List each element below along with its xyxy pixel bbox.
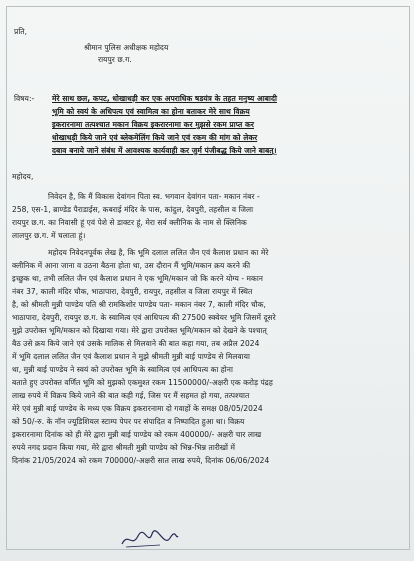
body-line: इकरारनामा दिनांक को ही मेरे द्वारा मुन्नी बाई पाण्डेय को रकम 400000/- अक्षरी चार लाख — [12, 430, 262, 439]
body-line: रायपुर छ.ग. का निवासी हूं एवं पेशे से डाक्टर हूं, मेरा सर्व क्लीनिक के नाम से क्लिनिक — [12, 218, 247, 227]
subject-line: भूमि को स्वयं के अधिपत्य एवं स्वामित्व का होना बताकर मेरे साथ विक्रय — [52, 107, 250, 116]
addressee-city: रायपुर छ.ग. — [98, 55, 132, 64]
body-line: क्लीनिक में आना जाना व उठना बैठना होता था, उस दौरान मैं भूमि/मकान क्रय करने की — [12, 261, 251, 270]
subject-line: धोखाधड़ी किये जाने एवं ब्लेकमेलिंग किये जाने एवं रकम की मांग को लेकर — [52, 133, 258, 142]
subject-label: विषय:- — [14, 94, 35, 103]
body-line: लालपुर छ.ग. में चलाता हूं। — [12, 231, 86, 240]
body-line: महोदय निवेदनपूर्वक लेख है, कि भूमि दलाल ललित जैन एवं कैलाश प्रधान का मेरे — [48, 248, 269, 257]
body-line: है, को श्रीमती मुन्नी पाण्डेय पति श्री रामकिशोर पाण्डेय पता- मकान नंबर 7, काली मंदिर चौक, — [12, 300, 266, 309]
body-line: 258, एस-1, ब्राण्डेड पैराडाईस, कबराई मंदिर के पास, कांदुल, देवपुरी, तहसील व जिला — [12, 205, 254, 214]
body-line: को 50/-रु. के नॉन ज्यूडिशियल स्टाम्प पेपर पर संपादित व निष्पादित हुआ था। विक्रय — [12, 417, 245, 426]
body-line: में भूमि दलाल ललित जैन एवं कैलाश प्रधान ने मुझे श्रीमती मुन्नी बाई पाण्डेय से मिलवाया — [12, 352, 250, 361]
body-line: दिनांक 21/05/2024 को रकम 700000/-अक्षरी सात लाख रुपये, दिनांक 06/06/2024 — [12, 456, 270, 465]
body-line: नंबर 37, काली मंदिर चौक, भाठापारा, देवपुरी, रायपुर, तहसील व जिला रायपुर में स्थित — [12, 287, 253, 296]
body-line: लाख रुपये में विक्रय किये जाने की बात कही गई, जिस पर मैं सहमत हो गया, तत्पश्चात — [12, 391, 250, 400]
body-line: निवेदन है, कि मैं विकास देवांगन पिता स्व. भगवान देवांगन पता- मकान नंबर - — [48, 192, 260, 201]
body-line: था, मुन्नी बाई पाण्डेय ने स्वयं को उपरोक्त भूमि के स्वामित्व एवं आधिपत्य का होना — [12, 365, 233, 374]
body-line: इच्छुक था, तभी ललित जैन एवं कैलाश प्रधान ने एक भूमि/मकान जो कि करने योग्य - मकान — [12, 274, 264, 283]
signature-scribble — [120, 528, 180, 550]
subject-line: मेरे साथ छल, कपट, धोखाधड़ी कर एक अपराधिक षडयंत्र के तहत मनुष्य आबादी — [52, 94, 277, 103]
body-line: बैठ उसे क्रय किये जाने एवं उसके मालिक से मिलवाने की बात कहा गया, तब अप्रैल 2024 — [12, 339, 260, 348]
body-line: रुपये नगद प्रदान किया गया, मेरे द्वारा श्रीमती मुन्नी पाण्डेय को भिन्न-भिन्न तारीखों में — [12, 443, 235, 452]
subject-line: दबाव बनाये जाने संबंध में आवश्यक कार्यवाही कर जुर्म पंजीबद्ध किये जाने बाबत्। — [52, 146, 277, 155]
body-line: मुझे उपरोक्त भूमि/मकान को दिखाया गया। मेरे द्वारा उपरोक्त भूमि/मकान को देखने के पश्चात् — [12, 326, 267, 335]
salutation: महोदय, — [12, 172, 34, 181]
subject-line: इकरारनामा तत्पश्चात मकान विक्रय इकरारनामा कर मुझसे रकम प्राप्त कर — [52, 120, 254, 129]
addressee-recipient: श्रीमान पुलिस अधीक्षक महोदय — [84, 43, 169, 52]
body-line: बताते हुए उपरोक्त वर्णित भूमि को मुझको एकमुश्त रकम 11500000/-अक्षरी एक करोड़ पंद्रह — [12, 378, 273, 387]
body-line: भाठापारा, देवपुरी, रायपुर छ.ग. के स्वामित्व एवं आधिपत्य की 27500 स्क्वेयर भूमि जिसमें दूसरे — [12, 313, 276, 322]
addressee-prati: प्रति, — [14, 27, 28, 36]
body-line: मेरे एवं मुन्नी बाई पाण्डेय के मध्य एक विक्रय इकरारनामा दो गवाहों के समक्ष 08/05/2024 — [12, 404, 263, 413]
